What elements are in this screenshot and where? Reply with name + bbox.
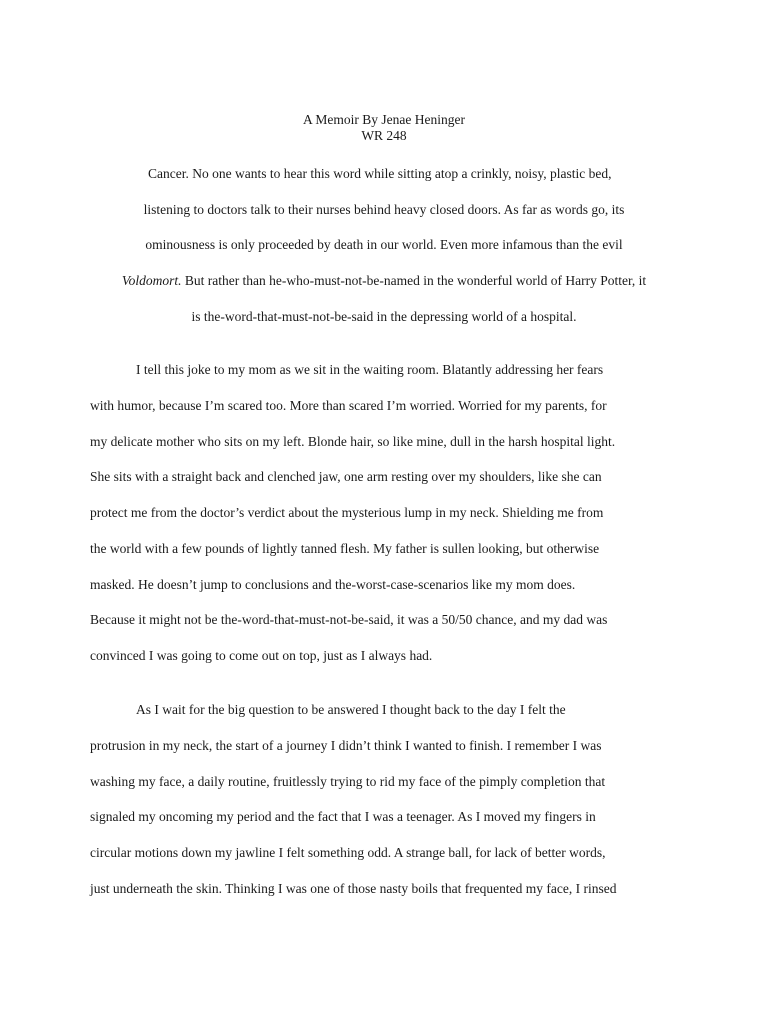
paragraph3-line: As I wait for the big question to be answered I thought back to the day I felt the [136,702,566,717]
paragraph3-line: washing my face, a daily routine, fruitlessly trying to rid my face of the pimply completion that [90,774,606,789]
paragraph3-line: protrusion in my neck, the start of a journey I didn’t think I wanted to finish. I remember I was [90,738,602,753]
paragraph1-line-4-rest: But rather than he-who-must-not-be-named in the wonderful world of Harry Potter, it [181,273,647,288]
paragraph2-line: with humor, because I’m scared too. More than scared I’m worried. Worried for my parents, for [90,398,607,413]
paragraph1-line-3: ominousness is only proceeded by death in our world. Even more infamous than the evil [145,237,623,252]
paragraph2-line: my delicate mother who sits on my left. Blonde hair, so like mine, dull in the harsh hospital light. [90,434,616,449]
paragraph2-line: I tell this joke to my mom as we sit in the waiting room. Blatantly addressing her fears [136,362,604,377]
course-code: WR 248 [361,128,407,143]
memoir-title: A Memoir By Jenae Heninger [303,112,465,127]
paragraph1-line-2: listening to doctors talk to their nurses behind heavy closed doors. As far as words go, its [143,202,625,217]
memoir-header [0,112,768,144]
paragraph2-line: masked. He doesn’t jump to conclusions and the-worst-case-scenarios like my mom does. [90,577,576,592]
voldemort-italic: Voldomort. [121,273,182,288]
paragraph2-line: She sits with a straight back and clenched jaw, one arm resting over my shoulders, like she can [90,469,602,484]
paragraph3-line: signaled my oncoming my period and the fact that I was a teenager. As I moved my fingers in [90,809,596,824]
paragraph1-line-1: Cancer. No one wants to hear this word while sitting atop a crinkly, noisy, plastic bed, [148,166,612,181]
paragraph1-line-4 [0,273,768,289]
paragraph1-line-5: is the-word-that-must-not-be-said in the depressing world of a hospital. [191,309,577,324]
paragraph3-line: circular motions down my jawline I felt something odd. A strange ball, for lack of better words, [90,845,606,860]
paragraph2-line: convinced I was going to come out on top, just as I always had. [90,648,433,663]
paragraph3-line: just underneath the skin. Thinking I was one of those nasty boils that frequented my face, I rinsed [90,881,617,896]
paragraph2-line: Because it might not be the-word-that-must-not-be-said, it was a 50/50 chance, and my dad was [90,612,608,627]
paragraph2-line: the world with a few pounds of lightly tanned flesh. My father is sullen looking, but otherwise [90,541,600,556]
paragraph2-line: protect me from the doctor’s verdict about the mysterious lump in my neck. Shielding me from [90,505,604,520]
